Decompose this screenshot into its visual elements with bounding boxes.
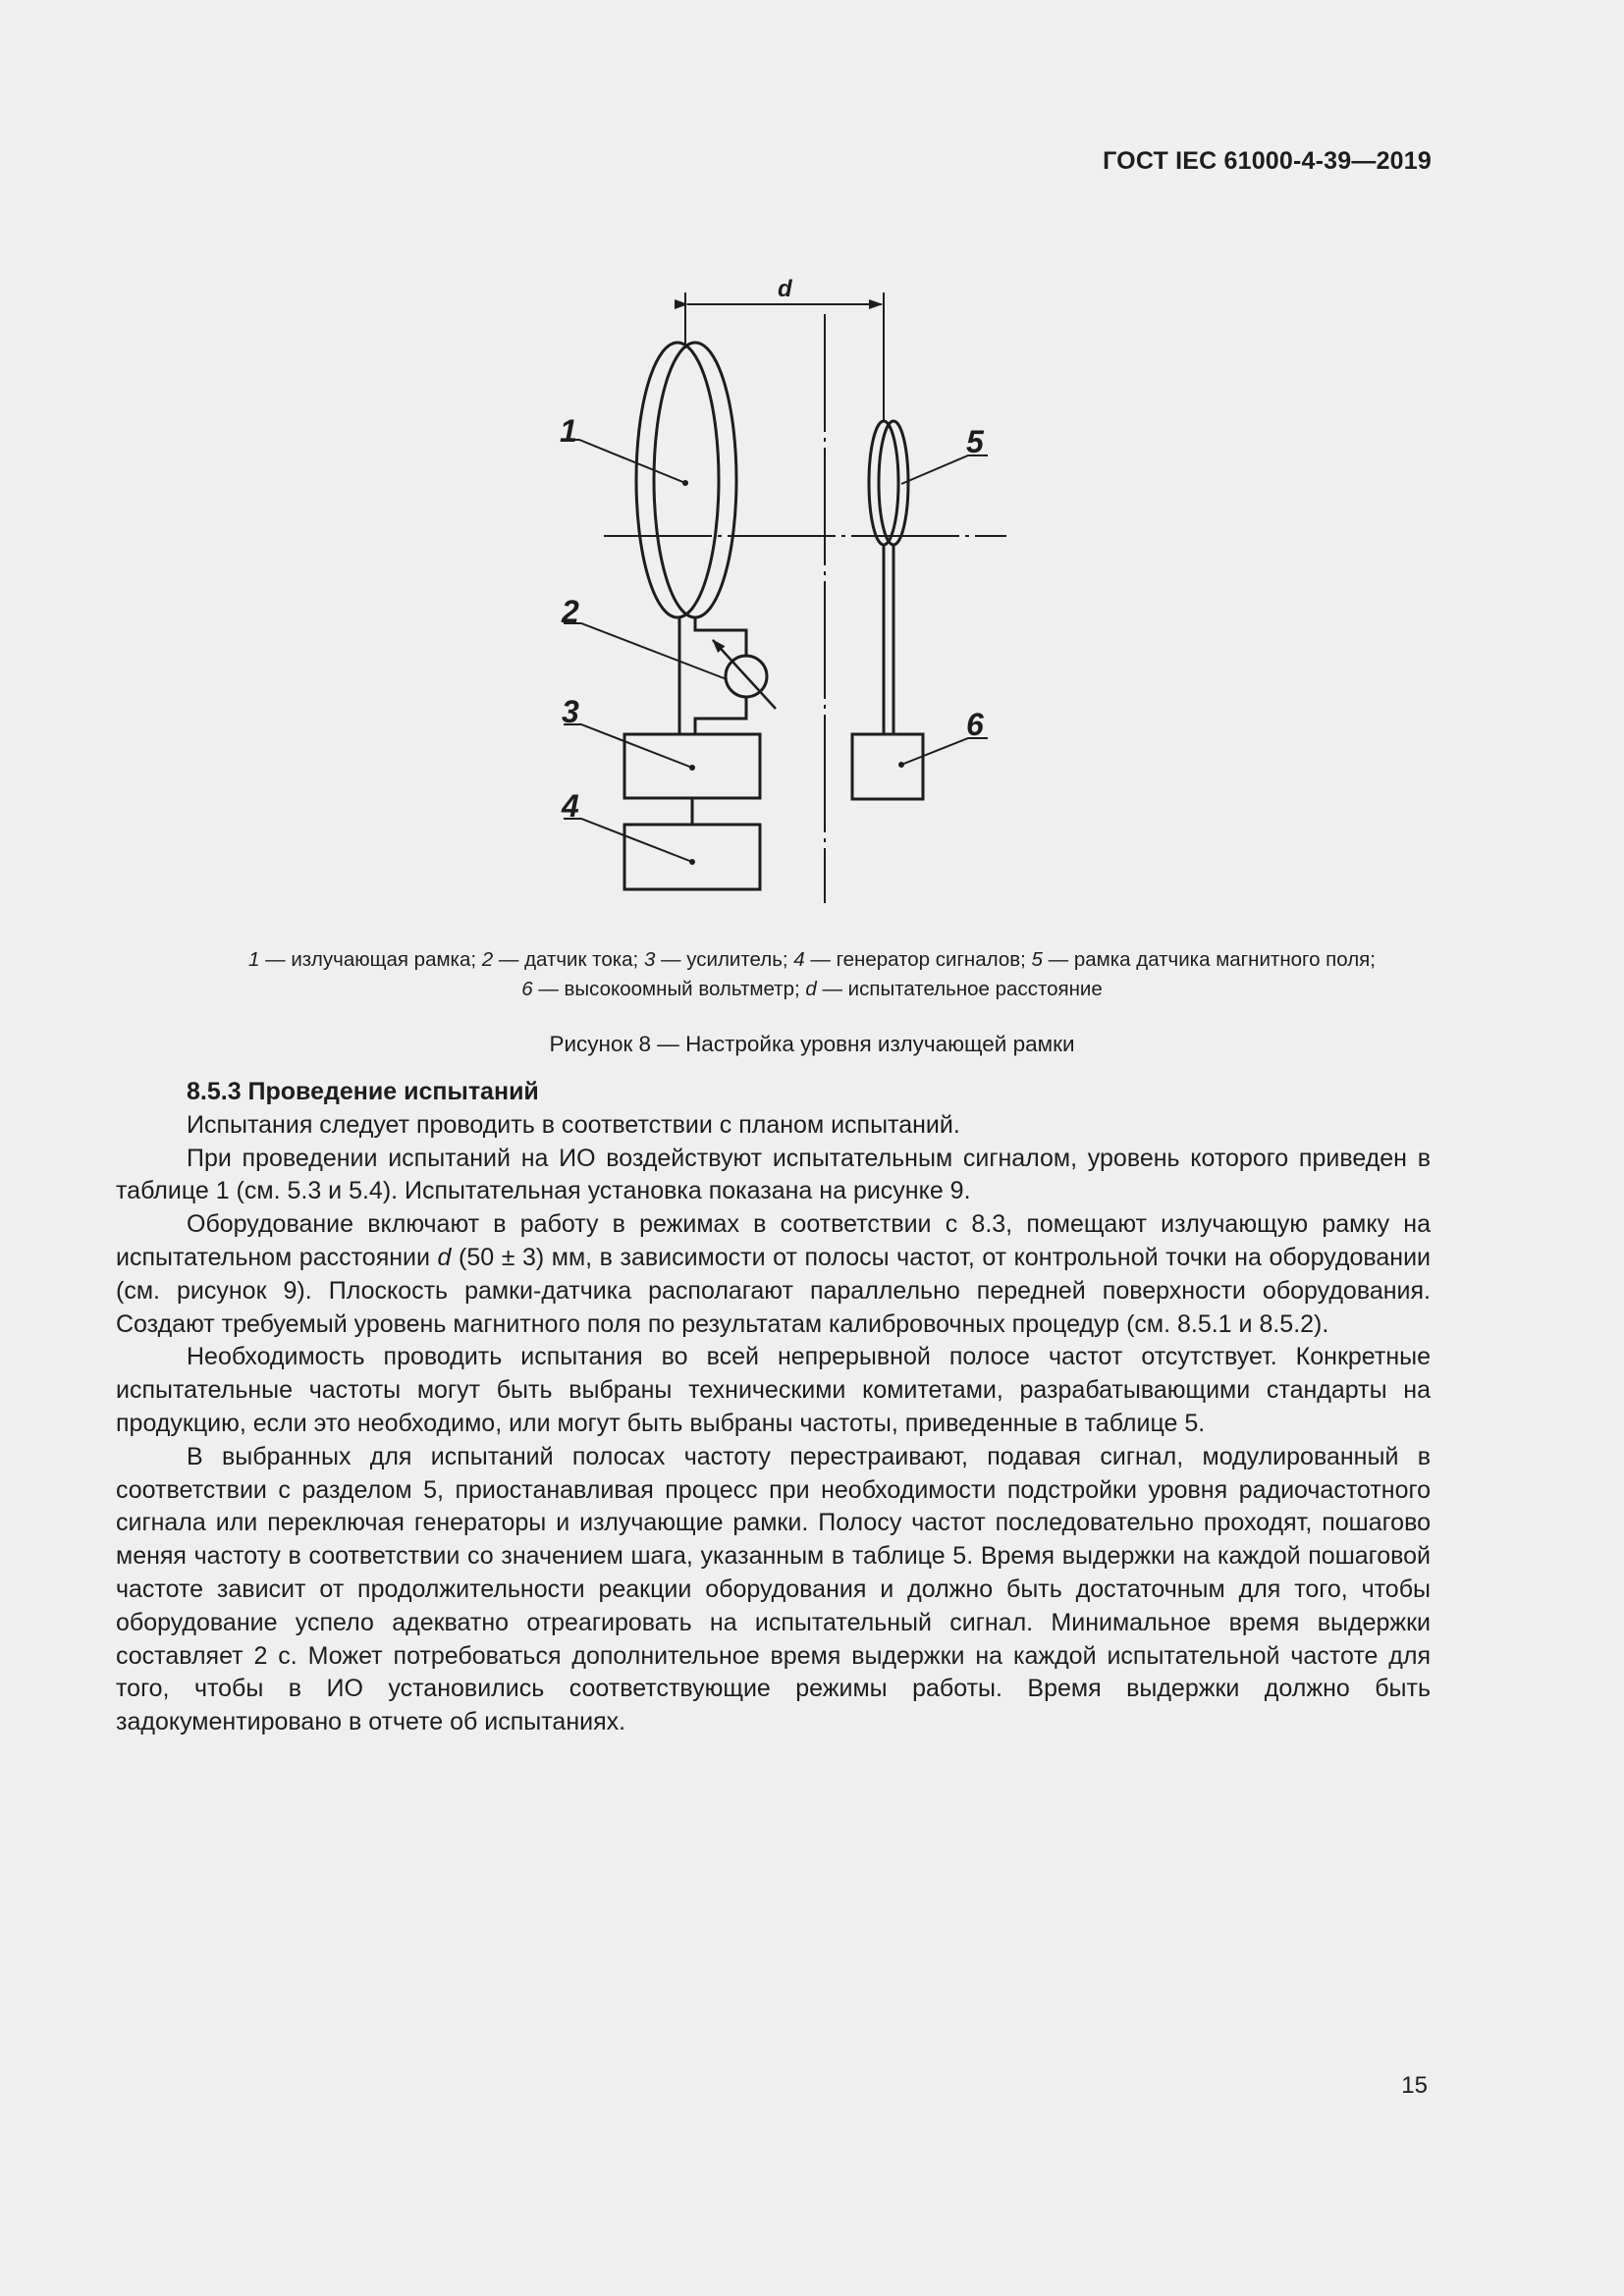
- label-d: d: [778, 276, 792, 302]
- leader-5: [901, 455, 988, 484]
- paragraph-5: В выбранных для испытаний полосах частоту перестраивают, подавая сигнал, модулированный в соответствии с разделом 5, приостанавливая процесс при необходимости подстройки уровня радиочастотного сигнала или переключая генераторы и излучающие рамки. Полосу частот последовательно проходят, пошагово меняя частоту в соответствии со значением шага, указанным в таблице 5. Время выдержки на каждой пошаговой частоте зависит от продолжительности реакции оборудования и должно быть достаточным для того, чтобы оборудование успело адекватно отреагировать на испытательный сигнал. Минимальное время выдержки составляет 2 с. Может потребоваться дополнительное время выдержки на каждой испытательной частоте для того, чтобы в ИО установились соответствующие режимы работы. Время выдержки должно быть задокументировано в отчете об испытаниях.: [116, 1442, 1431, 1736]
- dot-4: [689, 859, 695, 865]
- paragraph-4: Необходимость проводить испытания во всей непрерывной полосе частот отсутствует. Конкретные испытательные частоты могут быть выбраны техническими комитетами, разрабатывающими стандарты на продукцию, если это необходимо, или могут быть выбраны частоты, приведенные в таблице 5.: [116, 1343, 1431, 1437]
- label-2: 2: [562, 594, 579, 629]
- label-4: 4: [562, 788, 579, 824]
- legend-num-6: 6: [521, 978, 533, 1000]
- figure-title: Рисунок 8 — Настройка уровня излучающей рамки: [549, 1032, 1075, 1056]
- legend-num-5: 5: [1031, 948, 1043, 971]
- paragraph-2: При проведении испытаний на ИО воздействуют испытательным сигналом, уровень которого приведен в таблице 1 (см. 5.3 и 5.4). Испытательная установка показана на рисунке 9.: [116, 1144, 1431, 1205]
- voltmeter-box: [852, 734, 923, 799]
- label-6: 6: [966, 707, 984, 742]
- legend-text-1: — излучающая рамка;: [259, 948, 482, 971]
- legend-text-5: — рамка датчика магнитного поля;: [1042, 948, 1376, 971]
- leader-1: [562, 440, 685, 483]
- radiating-loop-inner: [654, 343, 736, 617]
- legend-line-1: [116, 945, 1508, 975]
- paragraph-3-d: d: [437, 1243, 452, 1271]
- document-header: ГОСТ IEC 61000-4-39—2019: [1103, 147, 1432, 175]
- paragraph-3: [116, 1208, 1431, 1341]
- signal-generator-box: [624, 825, 760, 889]
- legend-num-2: 2: [481, 948, 494, 971]
- leader-2: [564, 623, 727, 679]
- paragraph-3-part-a: Оборудование включают в работу в режимах в соответствии с 8.3, помещают излучающую рамку на испытательном расстоянии: [116, 1210, 1431, 1271]
- legend-text-3: — усилитель;: [655, 948, 794, 971]
- paragraph-1: Испытания следует проводить в соответствии с планом испытаний.: [187, 1110, 960, 1139]
- legend-text-d: — испытательное расстояние: [816, 978, 1103, 1000]
- legend-line-2: [116, 975, 1508, 1004]
- label-5: 5: [966, 424, 984, 459]
- figure-8-diagram: [0, 0, 1624, 942]
- legend-num-4: 4: [793, 948, 805, 971]
- legend-num-d: d: [805, 978, 817, 1000]
- legend-num-1: 1: [248, 948, 260, 971]
- dot-1: [682, 480, 688, 486]
- label-3: 3: [562, 694, 579, 729]
- section-heading: 8.5.3 Проведение испытаний: [187, 1078, 539, 1105]
- paragraph-3-part-b: (50 ± 3) мм, в зависимости от полосы частот, от контрольной точки на оборудовании (см. рисунок 9). Плоскость рамки-датчика располагают параллельно передней поверхности оборудования. Создают требуемый уровень магнитного поля по результатам калибровочных процедур (см. 8.5.1 и 8.5.2).: [116, 1243, 1432, 1338]
- label-1: 1: [560, 413, 577, 449]
- legend-text-6: — высокоомный вольтметр;: [532, 978, 806, 1000]
- dot-3: [689, 765, 695, 771]
- leader-6: [901, 738, 988, 765]
- sensor-wire-bottom: [695, 697, 746, 734]
- legend-text-2: — датчик тока;: [493, 948, 644, 971]
- page-number: 15: [1401, 2072, 1428, 2099]
- figure-legend: [116, 945, 1508, 1004]
- legend-num-3: 3: [643, 948, 656, 971]
- dot-6: [898, 762, 904, 768]
- leader-3: [564, 724, 692, 768]
- legend-text-4: — генератор сигналов;: [804, 948, 1032, 971]
- section-body: [116, 1076, 1431, 1739]
